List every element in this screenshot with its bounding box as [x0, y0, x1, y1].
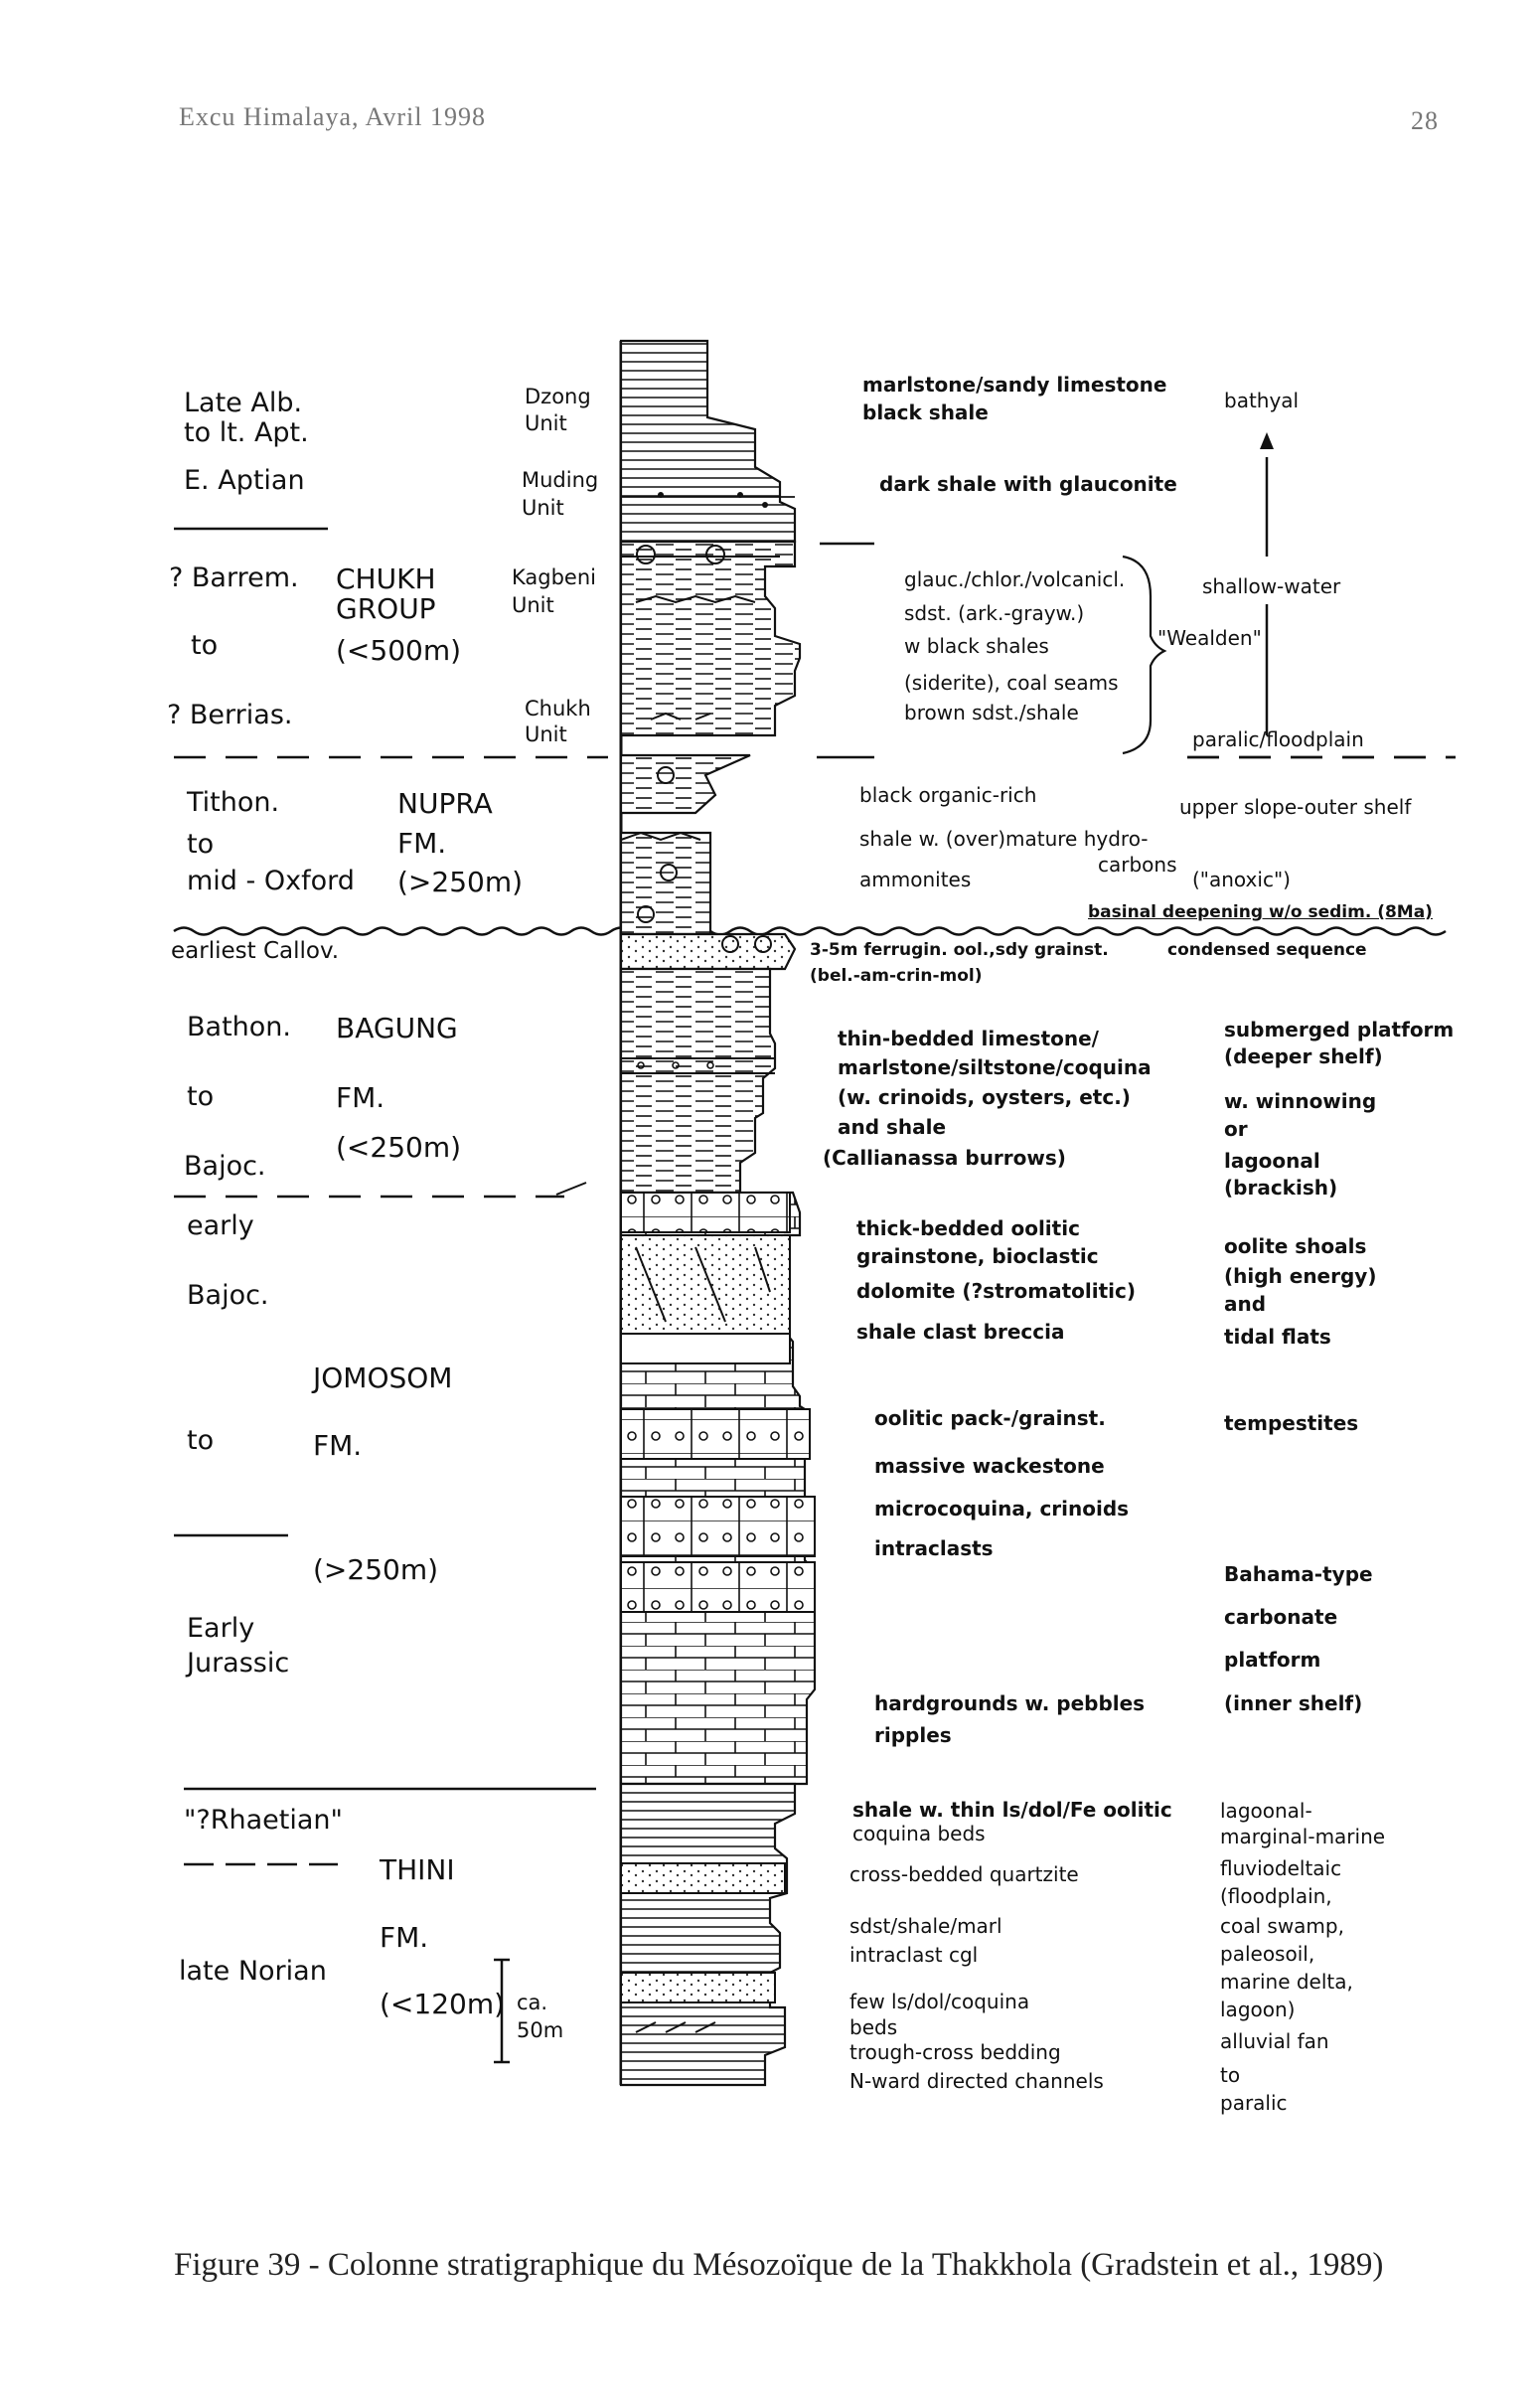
env-text: marginal-marine	[1220, 1825, 1386, 1848]
fm-nupra-name: NUPRA	[397, 787, 493, 820]
env-text: paralic	[1220, 2091, 1288, 2115]
lith-text: ripples	[874, 1723, 952, 1747]
env-text: and	[1224, 1292, 1267, 1316]
lith-text: marlstone/siltstone/coquina	[838, 1055, 1152, 1079]
fm-thini-name: THINI	[380, 1853, 455, 1886]
lith-text: w black shales	[904, 634, 1049, 658]
env-text: coal swamp,	[1220, 1914, 1344, 1938]
lith-text: dark shale with glauconite	[879, 472, 1177, 496]
group-chukh-name: CHUKH	[336, 562, 436, 595]
lith-text: glauc./chlor./volcanicl.	[904, 567, 1126, 591]
lith-text: carbons	[1098, 853, 1177, 877]
lith-text: shale w. (over)mature hydro-	[859, 827, 1149, 851]
fm-thini-label: FM.	[380, 1921, 429, 1954]
env-text: w. winnowing	[1224, 1089, 1377, 1113]
lith-text: and shale	[838, 1115, 947, 1139]
lith-text: N-ward directed channels	[849, 2069, 1104, 2093]
env-text: lagoonal	[1224, 1149, 1320, 1173]
scale-bar-label-1: ca.	[517, 1991, 548, 2014]
lith-text: (Callianassa burrows)	[823, 1146, 1066, 1170]
age-rhaetian: "?Rhaetian"	[184, 1805, 343, 1836]
lith-text: black organic-rich	[859, 783, 1037, 807]
unit-muding-label: Unit	[522, 496, 564, 520]
env-text: condensed sequence	[1167, 940, 1367, 960]
age-mid-oxford: mid - Oxford	[187, 866, 355, 896]
lith-text: beds	[849, 2015, 898, 2039]
lith-text: hardgrounds w. pebbles	[874, 1691, 1146, 1715]
env-text: bathyal	[1224, 389, 1300, 412]
lith-text: cross-bedded quartzite	[849, 1862, 1079, 1886]
lith-text: coquina beds	[852, 1822, 986, 1845]
env-text: ("anoxic")	[1192, 868, 1291, 891]
lith-text: thin-bedded limestone/	[838, 1027, 1099, 1050]
unit-chukh-name: Chukh	[525, 697, 591, 720]
group-chukh-thickness: (<500m)	[336, 634, 462, 667]
lith-text: few ls/dol/coquina	[849, 1990, 1030, 2013]
env-text: paleosoil,	[1220, 1942, 1315, 1966]
lith-text: grainstone, bioclastic	[856, 1244, 1099, 1268]
fm-thini-thickness: (<120m)	[380, 1988, 506, 2020]
age-earliest-callov: earliest Callov.	[171, 938, 340, 964]
env-text: (floodplain,	[1220, 1884, 1332, 1908]
lith-text: brown sdst./shale	[904, 701, 1079, 724]
age-to-2: to	[187, 829, 215, 860]
header-title: Excu Himalaya, Avril 1998	[179, 102, 487, 131]
age-e-aptian: E. Aptian	[184, 465, 305, 496]
env-text: (high energy)	[1224, 1264, 1377, 1288]
env-text: (deeper shelf)	[1224, 1044, 1383, 1068]
lith-text: (bel.-am-crin-mol)	[810, 966, 983, 986]
scale-bar-label-2: 50m	[517, 2018, 564, 2042]
lith-text: sdst. (ark.-grayw.)	[904, 601, 1085, 625]
age-bajoc-2: Bajoc.	[187, 1280, 269, 1311]
fm-bagung-name: BAGUNG	[336, 1012, 458, 1044]
unit-kagbeni-name: Kagbeni	[512, 565, 596, 589]
env-text: (brackish)	[1224, 1176, 1338, 1200]
env-text: oolite shoals	[1224, 1234, 1367, 1258]
env-text: carbonate	[1224, 1605, 1338, 1629]
age-berrias: ? Berrias.	[167, 700, 293, 730]
env-text: to	[1220, 2063, 1241, 2087]
fm-jomosom-name: JOMOSOM	[313, 1361, 453, 1394]
env-text: marine delta,	[1220, 1970, 1353, 1994]
unit-chukh-label: Unit	[525, 722, 567, 746]
env-text: upper slope-outer shelf	[1179, 795, 1412, 819]
lith-text: thick-bedded oolitic	[856, 1216, 1080, 1240]
age-to-3: to	[187, 1081, 215, 1112]
env-text: paralic/floodplain	[1192, 727, 1364, 751]
figure-caption: Figure 39 - Colonne stratigraphique du Mésozoïque de la Thakkhola (Gradstein et al., 1989)	[174, 2247, 1384, 2283]
page-number: 28	[1411, 106, 1439, 135]
lith-text: 3-5m ferrugin. ool.,sdy grainst.	[810, 940, 1109, 960]
age-barrem: ? Barrem.	[169, 562, 299, 593]
env-text: shallow-water	[1202, 574, 1341, 598]
lith-text: intraclasts	[874, 1536, 994, 1560]
age-early: early	[187, 1210, 254, 1241]
fm-nupra-label: FM.	[397, 827, 447, 860]
age-bathon: Bathon.	[187, 1012, 291, 1042]
lith-text: oolitic pack-/grainst.	[874, 1406, 1106, 1430]
lith-text: (w. crinoids, oysters, etc.)	[838, 1085, 1131, 1109]
lith-text: trough-cross bedding	[849, 2040, 1061, 2064]
unit-dzong-label: Unit	[525, 411, 567, 435]
env-text: alluvial fan	[1220, 2029, 1329, 2053]
lith-text: massive wackestone	[874, 1454, 1105, 1478]
lith-text: microcoquina, crinoids	[874, 1497, 1130, 1521]
lith-text: sdst/shale/marl	[849, 1914, 1002, 1938]
env-text: lagoon)	[1220, 1998, 1296, 2021]
age-early-jurassic-2: Jurassic	[187, 1648, 290, 1679]
fm-bagung-label: FM.	[336, 1081, 385, 1114]
fm-nupra-thickness: (>250m)	[397, 866, 524, 898]
age-to-1: to	[191, 630, 219, 661]
env-text: fluviodeltaic	[1220, 1856, 1342, 1880]
lith-text: intraclast cgl	[849, 1943, 979, 1967]
unit-dzong-name: Dzong	[525, 385, 591, 408]
env-text: tempestites	[1224, 1411, 1359, 1435]
env-text: tidal flats	[1224, 1325, 1331, 1349]
env-text: Bahama-type	[1224, 1562, 1373, 1586]
unit-muding-name: Muding	[522, 468, 599, 492]
age-tithon: Tithon.	[187, 787, 280, 818]
lith-text: marlstone/sandy limestone	[862, 373, 1167, 397]
fm-jomosom-thickness: (>250m)	[313, 1553, 439, 1586]
age-bajoc: Bajoc.	[184, 1151, 266, 1182]
lith-text: shale clast breccia	[856, 1320, 1065, 1344]
age-to-lt-apt: to lt. Apt.	[184, 417, 309, 448]
env-text: (inner shelf)	[1224, 1691, 1363, 1715]
fm-bagung-thickness: (<250m)	[336, 1131, 462, 1164]
env-text: or	[1224, 1117, 1248, 1141]
fm-jomosom-label: FM.	[313, 1429, 363, 1462]
env-text: submerged platform	[1224, 1018, 1455, 1041]
env-text: lagoonal-	[1220, 1799, 1312, 1823]
group-chukh-label: GROUP	[336, 592, 436, 625]
age-late-alb: Late Alb.	[184, 388, 303, 418]
unit-kagbeni-label: Unit	[512, 593, 554, 617]
env-text: platform	[1224, 1648, 1321, 1672]
lith-text: ammonites	[859, 868, 972, 891]
age-late-norian: late Norian	[179, 1956, 327, 1987]
age-early-jurassic-1: Early	[187, 1613, 255, 1644]
lith-text: shale w. thin ls/dol/Fe oolitic	[852, 1798, 1172, 1822]
lith-text: black shale	[862, 400, 989, 424]
lith-text: (siderite), coal seams	[904, 671, 1119, 695]
age-to-4: to	[187, 1425, 215, 1456]
env-text: "Wealden"	[1157, 626, 1262, 650]
env-text: basinal deepening w/o sedim. (8Ma)	[1088, 902, 1433, 922]
lith-text: dolomite (?stromatolitic)	[856, 1279, 1137, 1303]
